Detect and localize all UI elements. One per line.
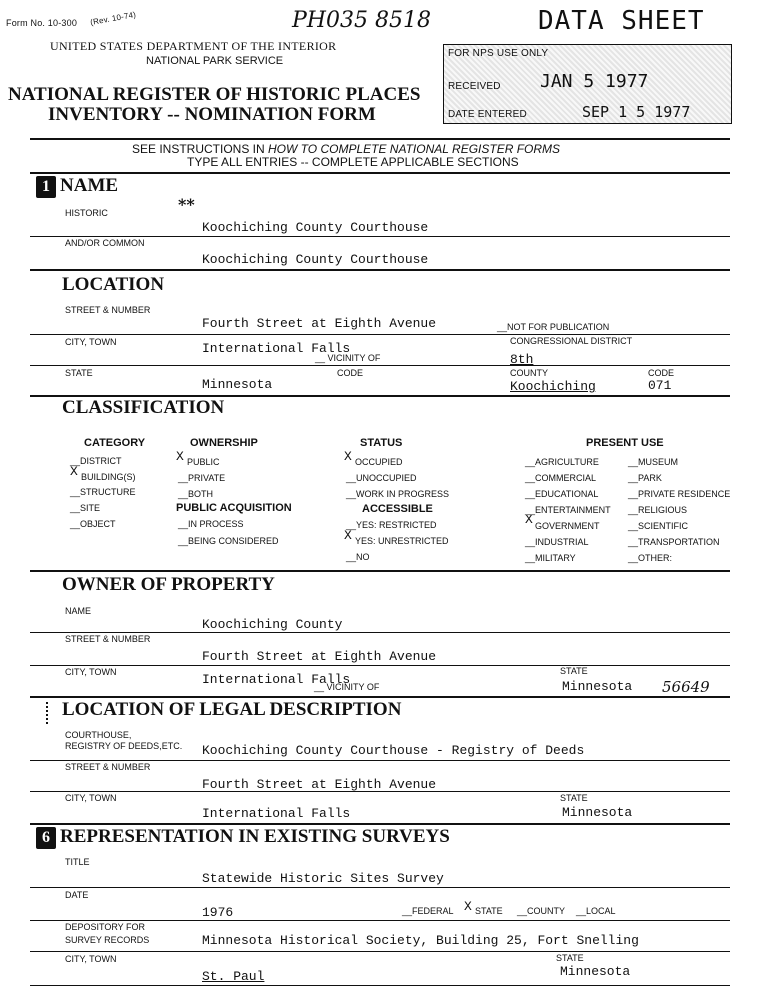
use-government: GOVERNMENT bbox=[535, 521, 600, 531]
depository-label-line2: SURVEY RECORDS bbox=[65, 935, 150, 945]
depository-value: Minnesota Historical Society, Building 25, Fort Snelling bbox=[202, 933, 639, 948]
congressional-district-label: CONGRESSIONAL DISTRICT bbox=[510, 336, 633, 346]
legal-section-title: LOCATION OF LEGAL DESCRIPTION bbox=[62, 699, 402, 720]
nps-use-box bbox=[443, 44, 732, 124]
city-value: International Falls bbox=[202, 341, 351, 356]
instructions-line1 bbox=[132, 142, 560, 156]
state-value: Minnesota bbox=[202, 377, 273, 392]
rule bbox=[30, 632, 730, 633]
received-label: RECEIVED bbox=[448, 81, 501, 92]
rule bbox=[30, 334, 730, 335]
surveys-title-text: REPRESENTATION IN EXISTING SURVEYS bbox=[60, 826, 450, 847]
owner-city-value: International Falls bbox=[202, 672, 351, 687]
state-label: STATE bbox=[65, 368, 93, 378]
use-museum: __MUSEUM bbox=[628, 457, 679, 467]
survey-title-label: TITLE bbox=[65, 857, 90, 867]
survey-federal: __FEDERAL bbox=[402, 906, 454, 916]
category-heading: CATEGORY bbox=[84, 437, 146, 449]
category-object: __OBJECT bbox=[70, 519, 116, 529]
survey-state-label: STATE bbox=[556, 953, 584, 963]
status-unoccupied: __UNOCCUPIED bbox=[346, 473, 417, 483]
x-mark: X bbox=[344, 528, 352, 543]
handwritten-zip: 56649 bbox=[662, 678, 710, 696]
survey-county: __COUNTY bbox=[517, 906, 566, 916]
section-number-badge: 6 bbox=[36, 827, 56, 849]
survey-state-value: Minnesota bbox=[560, 964, 631, 979]
county-value: Koochiching bbox=[510, 379, 596, 394]
rule bbox=[30, 696, 730, 698]
ownership-private: __PRIVATE bbox=[178, 473, 226, 483]
section-number-badge: 1 bbox=[36, 176, 56, 198]
street-label: STREET & NUMBER bbox=[65, 305, 151, 315]
form-revision: (Rev. 10-74) bbox=[89, 10, 137, 27]
common-label: AND/OR COMMON bbox=[65, 238, 145, 248]
survey-date-label: DATE bbox=[65, 890, 89, 900]
historic-name-value: Koochiching County Courthouse bbox=[202, 220, 429, 235]
rule bbox=[30, 760, 730, 761]
instructions-line2: TYPE ALL ENTRIES -- COMPLETE APPLICABLE SECTIONS bbox=[187, 155, 519, 169]
rule bbox=[30, 665, 730, 666]
rule bbox=[30, 951, 730, 952]
use-educational: __EDUCATIONAL bbox=[525, 489, 599, 499]
accessible-heading: ACCESSIBLE bbox=[362, 503, 433, 515]
rule bbox=[30, 236, 730, 237]
use-industrial: __INDUSTRIAL bbox=[525, 537, 589, 547]
category-district: __DISTRICT bbox=[70, 456, 122, 466]
x-mark: X bbox=[525, 512, 533, 527]
name-section-title bbox=[36, 175, 118, 198]
legal-city-value: International Falls bbox=[202, 806, 351, 821]
legal-street-value: Fourth Street at Eighth Avenue bbox=[202, 777, 437, 792]
rule bbox=[30, 823, 730, 825]
courthouse-label-line1: COURTHOUSE, bbox=[65, 730, 132, 740]
location-section-title: LOCATION bbox=[62, 274, 165, 295]
city-label: CITY, TOWN bbox=[65, 337, 117, 347]
congressional-district-value: 8th bbox=[510, 352, 534, 367]
data-sheet-stamp: DATA SHEET bbox=[538, 6, 705, 36]
vicinity-label: __ VICINITY OF bbox=[315, 353, 381, 363]
public-acquisition-heading: PUBLIC ACQUISITION bbox=[176, 502, 292, 514]
county-code-label: CODE bbox=[648, 368, 675, 378]
instructions-rule bbox=[30, 172, 730, 174]
accessible-unrestricted: YES: UNRESTRICTED bbox=[355, 536, 449, 546]
owner-street-value: Fourth Street at Eighth Avenue bbox=[202, 649, 437, 664]
margin-tick bbox=[46, 702, 50, 724]
survey-city-label: CITY, TOWN bbox=[65, 954, 117, 964]
rule bbox=[30, 791, 730, 792]
survey-city-value: St. Paul bbox=[202, 969, 265, 984]
owner-street-label: STREET & NUMBER bbox=[65, 634, 151, 644]
depository-label-line1: DEPOSITORY FOR bbox=[65, 922, 146, 932]
status-work-in-progress: __WORK IN PROGRESS bbox=[346, 489, 450, 499]
x-mark: X bbox=[70, 464, 78, 479]
owner-name-value: Koochiching County bbox=[202, 617, 343, 632]
common-name-value: Koochiching County Courthouse bbox=[202, 252, 429, 267]
received-stamp: JAN 5 1977 bbox=[540, 71, 649, 92]
acquisition-being-considered: __BEING CONSIDERED bbox=[178, 536, 279, 546]
rule bbox=[30, 920, 730, 921]
use-commercial: __COMMERCIAL bbox=[525, 473, 597, 483]
service-name: NATIONAL PARK SERVICE bbox=[146, 55, 284, 67]
state-code-label: CODE bbox=[337, 368, 364, 378]
use-scientific: __SCIENTIFIC bbox=[628, 521, 689, 531]
ownership-both: __BOTH bbox=[178, 489, 214, 499]
historic-label: HISTORIC bbox=[65, 208, 108, 218]
nps-use-only-label: FOR NPS USE ONLY bbox=[448, 48, 549, 59]
use-park: __PARK bbox=[628, 473, 662, 483]
instructions-title: HOW TO COMPLETE NATIONAL REGISTER FORMS bbox=[268, 142, 561, 156]
surveys-section-title bbox=[36, 826, 450, 849]
rule bbox=[30, 269, 730, 271]
category-structure: __STRUCTURE bbox=[70, 487, 136, 497]
owner-section-title: OWNER OF PROPERTY bbox=[62, 574, 275, 595]
status-occupied: OCCUPIED bbox=[355, 457, 403, 467]
county-code-value: 071 bbox=[648, 378, 672, 393]
header-rule bbox=[30, 138, 730, 140]
legal-state-label: STATE bbox=[560, 793, 588, 803]
owner-state-label: STATE bbox=[560, 666, 588, 676]
county-label: COUNTY bbox=[510, 368, 548, 378]
form-number: Form No. 10-300 bbox=[6, 18, 78, 28]
not-for-publication: __NOT FOR PUBLICATION bbox=[497, 322, 610, 332]
x-mark: X bbox=[176, 449, 184, 464]
rule bbox=[30, 887, 730, 888]
use-entertainment: __ENTERTAINMENT bbox=[525, 505, 611, 515]
status-heading: STATUS bbox=[360, 437, 403, 449]
category-building: BUILDING(S) bbox=[81, 472, 136, 482]
use-religious: __RELIGIOUS bbox=[628, 505, 688, 515]
legal-city-label: CITY, TOWN bbox=[65, 793, 117, 803]
x-mark: X bbox=[464, 899, 472, 914]
accessible-no: __NO bbox=[346, 552, 370, 562]
rule bbox=[30, 985, 730, 986]
present-use-heading: PRESENT USE bbox=[586, 437, 664, 449]
date-entered-stamp: SEP 1 5 1977 bbox=[582, 103, 691, 121]
form-title-line2: INVENTORY -- NOMINATION FORM bbox=[48, 104, 376, 125]
form-title-line1: NATIONAL REGISTER OF HISTORIC PLACES bbox=[8, 84, 421, 105]
owner-city-label: CITY, TOWN bbox=[65, 667, 117, 677]
category-site: __SITE bbox=[70, 503, 101, 513]
owner-vicinity-label: __ VICINITY OF bbox=[314, 682, 380, 692]
ownership-heading: OWNERSHIP bbox=[190, 437, 258, 449]
use-other: __OTHER: bbox=[628, 553, 673, 563]
use-military: __MILITARY bbox=[525, 553, 576, 563]
accessible-restricted: __YES: RESTRICTED bbox=[346, 520, 437, 530]
rule bbox=[30, 570, 730, 572]
survey-date-value: 1976 bbox=[202, 905, 234, 920]
courthouse-value: Koochiching County Courthouse - Registry of Deeds bbox=[202, 743, 585, 758]
survey-local: __LOCAL bbox=[576, 906, 616, 916]
use-agriculture: __AGRICULTURE bbox=[525, 457, 599, 467]
x-mark: X bbox=[344, 449, 352, 464]
name-title-text: NAME bbox=[60, 175, 119, 196]
instructions-prefix: SEE INSTRUCTIONS IN bbox=[132, 142, 269, 156]
department-name: UNITED STATES DEPARTMENT OF THE INTERIOR bbox=[50, 39, 337, 53]
street-value: Fourth Street at Eighth Avenue bbox=[202, 316, 437, 331]
survey-title-value: Statewide Historic Sites Survey bbox=[202, 871, 444, 886]
use-private-residence: __PRIVATE RESIDENCE bbox=[628, 489, 731, 499]
courthouse-label-line2: REGISTRY OF DEEDS,ETC. bbox=[65, 741, 183, 751]
legal-state-value: Minnesota bbox=[562, 805, 633, 820]
ownership-public: PUBLIC bbox=[187, 457, 220, 467]
classification-section-title: CLASSIFICATION bbox=[62, 397, 225, 418]
handwritten-id: PH035 8518 bbox=[292, 8, 431, 33]
survey-state: STATE bbox=[475, 906, 503, 916]
legal-street-label: STREET & NUMBER bbox=[65, 762, 151, 772]
owner-name-label: NAME bbox=[65, 606, 92, 616]
rule bbox=[30, 365, 730, 366]
date-entered-label: DATE ENTERED bbox=[448, 109, 527, 120]
owner-state-value: Minnesota bbox=[562, 679, 633, 694]
historic-asterisk-mark: ** bbox=[178, 195, 195, 214]
use-transportation: __TRANSPORTATION bbox=[628, 537, 720, 547]
acquisition-in-process: __IN PROCESS bbox=[178, 519, 244, 529]
